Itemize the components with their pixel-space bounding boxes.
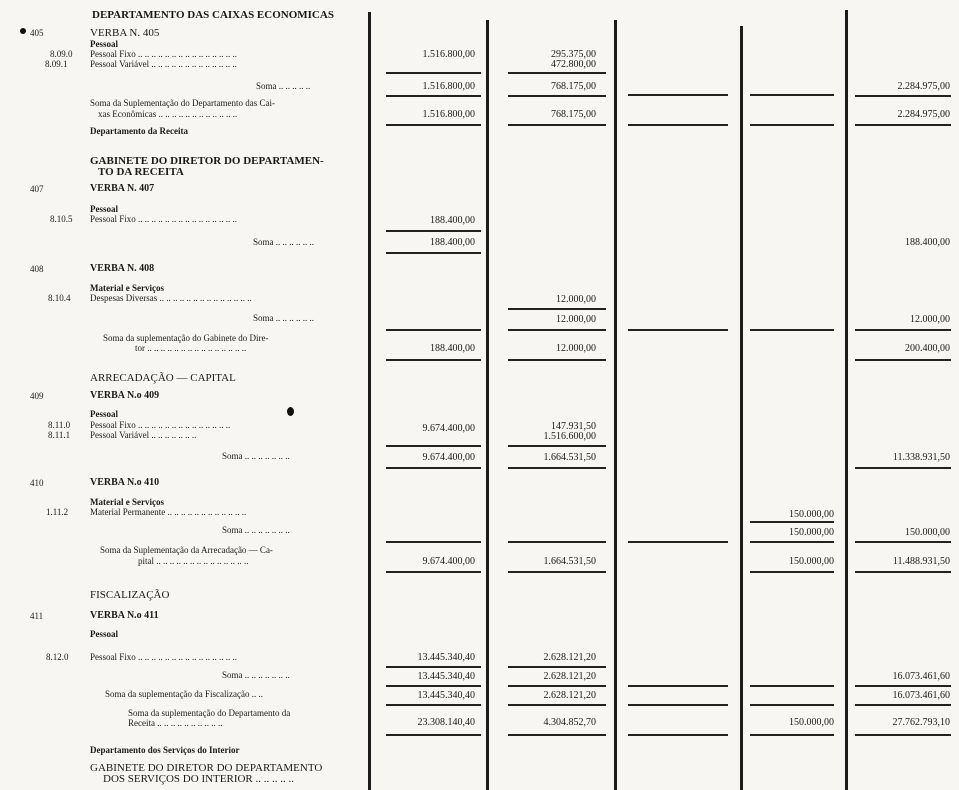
sum-rule [628, 329, 728, 331]
value-cell: 150.000,00 [789, 717, 834, 728]
column-separator-2 [486, 20, 489, 790]
subtotal-label: Soma .. .. .. .. .. .. [253, 237, 315, 247]
sum-rule [855, 359, 951, 361]
sum-rule [628, 124, 728, 126]
sum-rule [386, 571, 481, 573]
sum-rule [855, 124, 951, 126]
item-label: Pessoal Fixo .. .. .. .. .. .. .. .. .. .. .. .. .. .. .. [90, 49, 238, 59]
sum-rule [855, 734, 951, 736]
item-label: Despesas Diversas .. .. .. .. .. .. .. .. .. .. .. .. .. .. [90, 293, 252, 303]
value-cell: 768.175,00 [551, 109, 596, 120]
item-label: Pessoal Fixo .. .. .. .. .. .. .. .. .. .. .. .. .. .. .. [90, 214, 238, 224]
section-heading: TO DA RECEITA [98, 166, 184, 178]
sum-rule [855, 541, 951, 543]
group-heading: Pessoal [90, 629, 118, 639]
value-cell: 12.000,00 [556, 294, 596, 305]
value-cell: 12.000,00 [556, 343, 596, 354]
value-cell: 13.445.340,40 [417, 671, 475, 682]
sum-rule [628, 685, 728, 687]
value-cell: 1.664.531,50 [543, 452, 596, 463]
value-cell: 2.628.121,20 [543, 671, 596, 682]
sum-rule [750, 124, 834, 126]
item-code: 8.09.1 [45, 59, 68, 69]
subtotal-label: Soma .. .. .. .. .. .. .. [222, 670, 290, 680]
item-code: 8.12.0 [46, 652, 69, 662]
group-heading: Pessoal [90, 39, 118, 49]
verba-code: 409 [30, 391, 44, 401]
value-cell: 1.516.600,00 [543, 431, 596, 442]
verba-heading: VERBA N.o 410 [90, 477, 160, 488]
value-cell: 1.516.800,00 [422, 49, 475, 60]
value-cell: 2.284.975,00 [897, 81, 950, 92]
value-cell: 9.674.400,00 [422, 423, 475, 434]
verba-heading: VERBA N. 407 [90, 183, 155, 194]
value-cell: 1.516.800,00 [422, 109, 475, 120]
value-cell: 11.488.931,50 [892, 556, 950, 567]
value-cell: 295.375,00 [551, 49, 596, 60]
sum-rule [386, 734, 481, 736]
value-cell: 12.000,00 [556, 314, 596, 325]
sum-rule [855, 685, 951, 687]
sum-rule [628, 704, 728, 706]
value-cell: 188.400,00 [430, 343, 475, 354]
sum-rule [386, 666, 481, 668]
item-label: Pessoal Variável .. .. .. .. .. .. .. [90, 430, 197, 440]
value-cell: 2.284.975,00 [897, 109, 950, 120]
value-cell: 13.445.340,40 [417, 690, 475, 701]
sum-rule [750, 329, 834, 331]
sum-rule [386, 124, 481, 126]
item-code: 8.11.1 [48, 430, 71, 440]
supplement-label: Soma da suplementação do Gabinete do Dire- [103, 333, 269, 343]
section-heading: FISCALIZAÇÃO [90, 589, 170, 601]
value-cell: 2.628.121,20 [543, 690, 596, 701]
supplement-label: Soma da suplementação do Departamento da [128, 708, 291, 718]
value-cell: 150.000,00 [789, 509, 834, 520]
department-heading: Departamento da Receita [90, 126, 188, 136]
sum-rule [508, 95, 606, 97]
sum-rule [508, 308, 606, 310]
sum-rule [628, 541, 728, 543]
sum-rule [508, 704, 606, 706]
value-cell: 200.400,00 [905, 343, 950, 354]
sum-rule [386, 467, 481, 469]
section-heading: DOS SERVIÇOS DO INTERIOR .. .. .. .. .. [103, 773, 295, 785]
verba-code: 407 [30, 184, 44, 194]
sum-rule [750, 571, 834, 573]
department-heading: Departamento dos Serviços do Interior [90, 745, 240, 755]
value-cell: 4.304.852,70 [543, 717, 596, 728]
value-cell: 23.308.140,40 [417, 717, 475, 728]
sum-rule [855, 571, 951, 573]
value-cell: 13.445.340,40 [417, 652, 475, 663]
value-cell: 150.000,00 [789, 556, 834, 567]
sum-rule [386, 72, 481, 74]
section-heading: GABINETE DO DIRETOR DO DEPARTAMENTO [90, 762, 323, 774]
item-label: Pessoal Variável .. .. .. .. .. .. .. .. .. .. .. .. .. [90, 59, 237, 69]
value-cell: 150.000,00 [905, 527, 950, 538]
value-cell: 9.674.400,00 [422, 452, 475, 463]
item-label: Pessoal Fixo .. .. .. .. .. .. .. .. .. .. .. .. .. .. [90, 420, 231, 430]
item-code: 8.10.4 [48, 293, 71, 303]
group-heading: Material e Serviços [90, 497, 164, 507]
section-heading: ARRECADAÇÃO — CAPITAL [90, 372, 236, 384]
sum-rule [386, 685, 481, 687]
sum-rule [386, 704, 481, 706]
sum-rule [855, 704, 951, 706]
sum-rule [855, 467, 951, 469]
value-cell: 16.073.461,60 [892, 671, 950, 682]
value-cell: 16.073.461,60 [892, 690, 950, 701]
supplement-label: pital .. .. .. .. .. .. .. .. .. .. .. .. .. .. [138, 556, 249, 566]
item-label: Material Permanente .. .. .. .. .. .. .. .. .. .. .. .. [90, 507, 247, 517]
sum-rule [508, 734, 606, 736]
subtotal-label: Soma .. .. .. .. .. .. .. [222, 451, 290, 461]
sum-rule [750, 521, 834, 523]
sum-rule [508, 467, 606, 469]
item-code: 1.11.2 [46, 507, 69, 517]
supplement-label: tor .. .. .. .. .. .. .. .. .. .. .. .. .. .. .. [135, 343, 247, 353]
subtotal-label: Soma .. .. .. .. .. [256, 81, 311, 91]
sum-rule [386, 329, 481, 331]
verba-heading: VERBA N.o 409 [90, 390, 160, 401]
sum-rule [386, 445, 481, 447]
sum-rule [508, 329, 606, 331]
column-separator-1 [368, 12, 371, 790]
sum-rule [628, 94, 728, 96]
value-cell: 188.400,00 [430, 215, 475, 226]
verba-heading: VERBA N.o 411 [90, 610, 159, 621]
column-separator-4 [740, 26, 743, 790]
sum-rule [855, 329, 951, 331]
verba-code: 408 [30, 264, 44, 274]
supplement-label: Soma da Suplementação do Departamento das Cai- [90, 98, 275, 108]
value-cell: 472.800,00 [551, 59, 596, 70]
section-heading: DEPARTAMENTO DAS CAIXAS ECONOMICAS [92, 9, 334, 21]
value-cell: 188.400,00 [430, 237, 475, 248]
value-cell: 147.931,50 [551, 421, 596, 432]
sum-rule [750, 704, 834, 706]
sum-rule [386, 359, 481, 361]
value-cell: 150.000,00 [789, 527, 834, 538]
item-label: Pessoal Fixo .. .. .. .. .. .. .. .. .. .. .. .. .. .. .. [90, 652, 238, 662]
value-cell: 11.338.931,50 [892, 452, 950, 463]
section-heading: GABINETE DO DIRETOR DO DEPARTAMEN- [90, 155, 324, 167]
value-cell: 1.516.800,00 [422, 81, 475, 92]
ink-speck [20, 28, 26, 34]
item-code: 8.11.0 [48, 420, 71, 430]
sum-rule [386, 230, 481, 232]
value-cell: 1.664.531,50 [543, 556, 596, 567]
value-cell: 768.175,00 [551, 81, 596, 92]
supplement-label: Soma da Suplementação da Arrecadação — Ca- [100, 545, 273, 555]
item-code: 8.10.5 [50, 214, 73, 224]
sum-rule [508, 445, 606, 447]
sum-rule [508, 666, 606, 668]
value-cell: 27.762.793,10 [892, 717, 950, 728]
supplement-label: Receita .. .. .. .. .. .. .. .. .. .. [128, 718, 223, 728]
verba-code: 411 [30, 611, 44, 621]
supplement-label: xas Econômicas .. .. .. .. .. .. .. .. .. .. .. .. [98, 109, 238, 119]
verba-code: 410 [30, 478, 44, 488]
sum-rule [750, 685, 834, 687]
sum-rule [386, 95, 481, 97]
sum-rule [508, 571, 606, 573]
sum-rule [508, 72, 606, 74]
subtotal-label: Soma .. .. .. .. .. .. .. [222, 525, 290, 535]
value-cell: 2.628.121,20 [543, 652, 596, 663]
sum-rule [750, 541, 834, 543]
sum-rule [855, 95, 951, 97]
verba-code: 405 [30, 28, 44, 38]
group-heading: Pessoal [90, 204, 118, 214]
sum-rule [508, 124, 606, 126]
sum-rule [750, 734, 834, 736]
group-heading: Material e Serviços [90, 283, 164, 293]
sum-rule [750, 94, 834, 96]
column-separator-5 [845, 10, 848, 790]
sum-rule [508, 685, 606, 687]
item-code: 8.09.0 [50, 49, 73, 59]
verba-heading: VERBA N. 408 [90, 263, 155, 274]
subtotal-label: Soma .. .. .. .. .. .. [253, 313, 315, 323]
supplement-label: Soma da suplementação da Fiscalização .. .. [105, 689, 263, 699]
sum-rule [628, 734, 728, 736]
ink-speck [287, 407, 294, 416]
sum-rule [386, 252, 481, 254]
value-cell: 12.000,00 [910, 314, 950, 325]
verba-heading: VERBA N. 405 [90, 27, 160, 39]
group-heading: Pessoal [90, 409, 118, 419]
sum-rule [386, 541, 481, 543]
column-separator-3 [614, 20, 617, 790]
value-cell: 188.400,00 [905, 237, 950, 248]
value-cell: 9.674.400,00 [422, 556, 475, 567]
sum-rule [508, 541, 606, 543]
sum-rule [508, 359, 606, 361]
